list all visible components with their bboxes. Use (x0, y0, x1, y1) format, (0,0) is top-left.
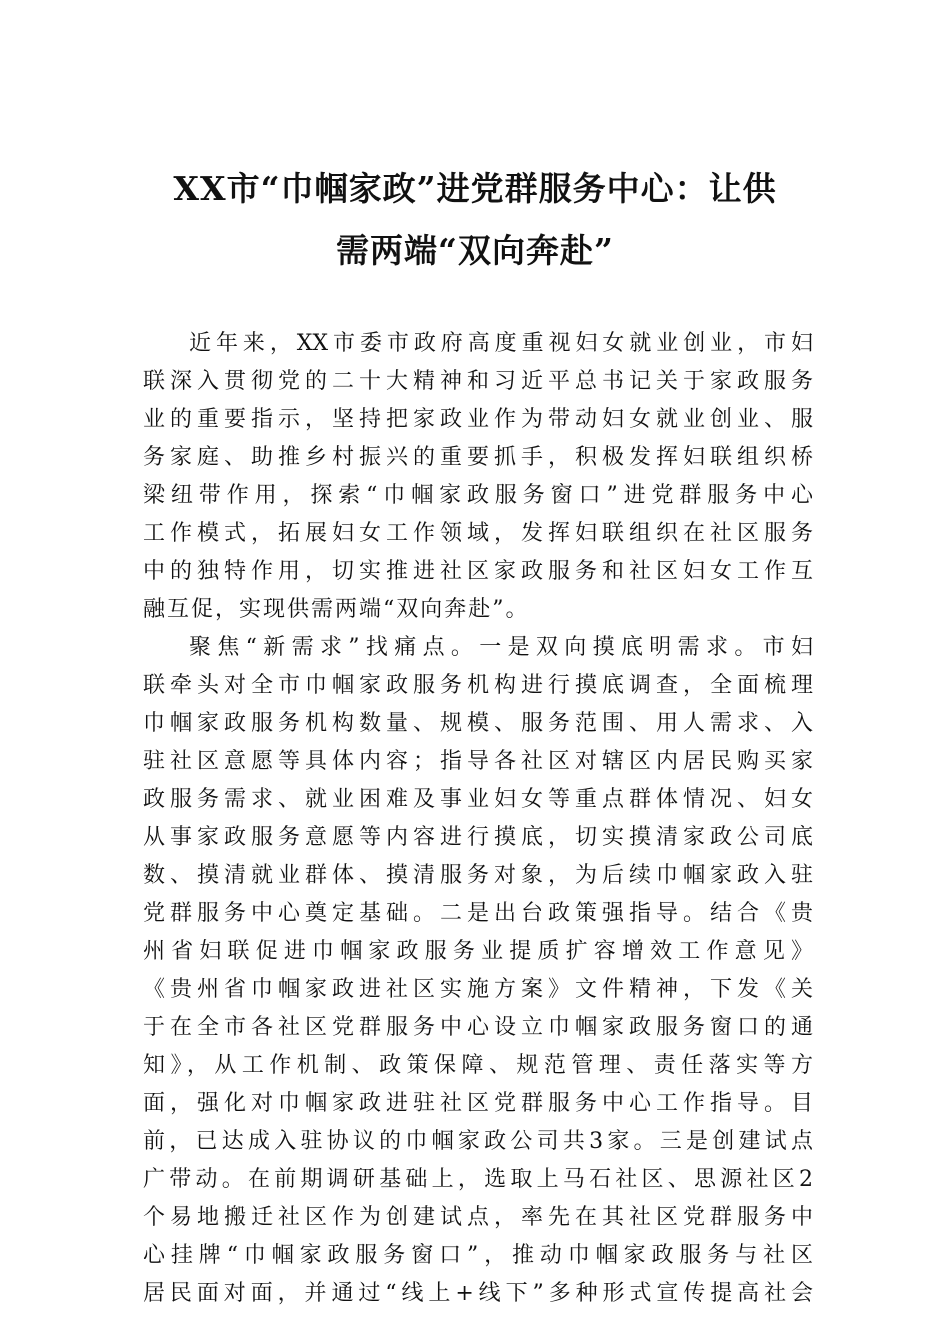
text-line: 梁纽带作用，探索“巾帼家政服务窗口”进党群服务中心 (143, 483, 813, 508)
text-line: 联牵头对全市巾帼家政服务机构进行摸底调查，全面梳理 (143, 673, 813, 698)
text-line: 个易地搬迁社区作为创建试点，率先在其社区党群服务中 (143, 1205, 813, 1230)
text-line: 务家庭、助推乡村振兴的重要抓手，积极发挥妇联组织桥 (143, 445, 813, 470)
text-line: 广带动。在前期调研基础上，选取上马石社区、思源社区2 (143, 1167, 813, 1192)
paragraph-2 (143, 629, 813, 1313)
text-line: 驻社区意愿等具体内容；指导各社区对辖区内居民购买家 (143, 749, 813, 774)
text-line: 聚焦“新需求”找痛点。一是双向摸底明需求。市妇 (189, 635, 813, 660)
text-line: 业的重要指示，坚持把家政业作为带动妇女就业创业、服 (143, 407, 813, 432)
text-line: 政服务需求、就业困难及事业妇女等重点群体情况、妇女 (143, 787, 813, 812)
document-body (143, 325, 813, 1313)
text-line: 党群服务中心奠定基础。二是出台政策强指导。结合《贵 (143, 901, 813, 926)
text-line: 居民面对面，并通过“线上+线下”多种形式宣传提高社会 (143, 1281, 813, 1306)
text-line: 数、摸清就业群体、摸清服务对象，为后续巾帼家政入驻 (143, 863, 813, 888)
text-line: 融互促，实现供需两端“双向奔赴”。 (143, 597, 530, 622)
text-line: 知》，从工作机制、政策保障、规范管理、责任落实等方 (143, 1053, 813, 1078)
title-line: 需两端“双向奔赴” (336, 231, 614, 270)
paragraph-1 (143, 325, 813, 629)
text-line: 中的独特作用，切实推进社区家政服务和社区妇女工作互 (143, 559, 813, 584)
text-line: 巾帼家政服务机构数量、规模、服务范围、用人需求、入 (143, 711, 813, 736)
text-line: 工作模式，拓展妇女工作领域，发挥妇联组织在社区服务 (143, 521, 813, 546)
text-line: 从事家政服务意愿等内容进行摸底，切实摸清家政公司底 (143, 825, 813, 850)
text-line: 前，已达成入驻协议的巾帼家政公司共3家。三是创建试点 (143, 1129, 813, 1154)
text-line: 近年来，XX市委市政府高度重视妇女就业创业，市妇 (189, 331, 813, 356)
text-line: 联深入贯彻党的二十大精神和习近平总书记关于家政服务 (143, 369, 813, 394)
text-line: 面，强化对巾帼家政进驻社区党群服务中心工作指导。目 (143, 1091, 813, 1116)
text-line: 州省妇联促进巾帼家政服务业提质扩容增效工作意见》 (143, 939, 813, 964)
text-line: 于在全市各社区党群服务中心设立巾帼家政服务窗口的通 (143, 1015, 813, 1040)
title-line: XX市“巾帼家政”进党群服务中心：让供 (173, 169, 777, 208)
text-line: 心挂牌“巾帼家政服务窗口”，推动巾帼家政服务与社区 (143, 1243, 813, 1268)
text-line: 《贵州省巾帼家政进社区实施方案》文件精神，下发《关 (143, 977, 813, 1002)
document-title (140, 158, 810, 282)
